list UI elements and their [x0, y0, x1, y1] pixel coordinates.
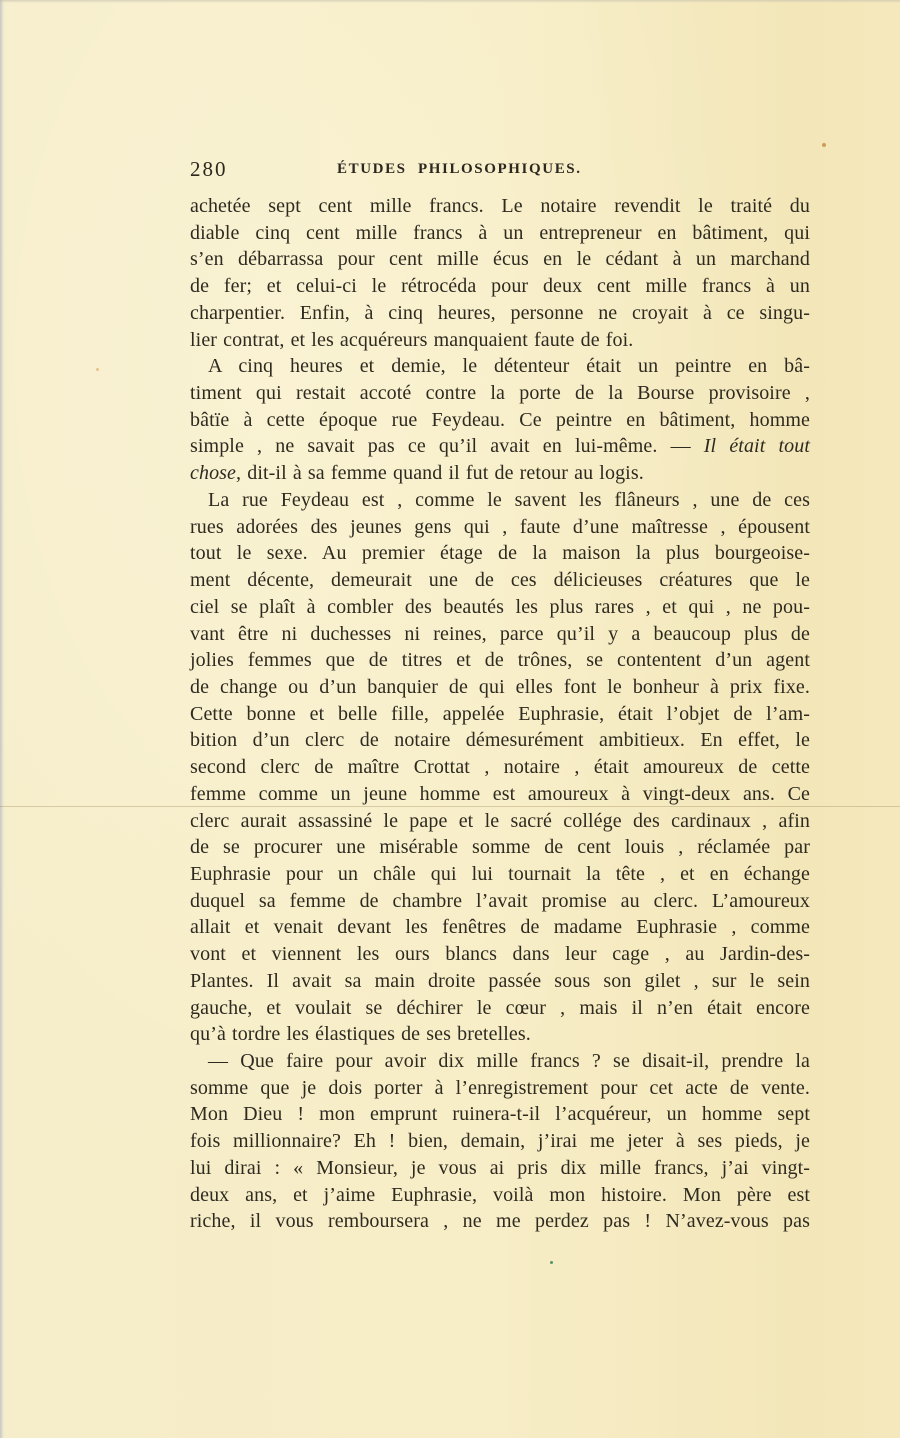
- text-line: [190, 834, 810, 861]
- text-segment: second clerc de maître Crottat , notaire , était amoureux de cette: [190, 756, 810, 779]
- text-segment: diable cinq cent mille francs à un entrepreneur en bâtiment, qui: [190, 221, 810, 244]
- paper-speck: [96, 368, 99, 371]
- text-segment: Euphrasie pour un châle qui lui tournait la tête , et en échange: [190, 862, 810, 885]
- text-line: [190, 433, 810, 460]
- text-line: [190, 1182, 810, 1209]
- text-segment: gauche, et voulait se déchirer le cœur , mais il n’en était encore: [190, 996, 810, 1019]
- text-segment: riche, il vous remboursera , ne me perdez pas ! N’avez-vous pas: [190, 1210, 810, 1233]
- paper-speck: [550, 1261, 553, 1264]
- text-line: [190, 380, 810, 407]
- text-line: [190, 460, 810, 487]
- text-segment: bition d’un clerc de notaire démesurément ambitieux. En effet, le: [190, 729, 810, 752]
- text-line: [190, 1075, 810, 1102]
- page-top-edge: [0, 0, 900, 3]
- text-segment: Cette bonne et belle fille, appelée Euphrasie, était l’objet de l’am-: [190, 702, 810, 725]
- text-segment: timent qui restait accoté contre la porte de la Bourse provisoire ,: [190, 382, 810, 405]
- text-segment: lier contrat, et les acquéreurs manquaient faute de foi.: [190, 328, 634, 351]
- text-line: [190, 727, 810, 754]
- text-segment: — Que faire pour avoir dix mille francs ? se disait-il, prendre la: [208, 1050, 810, 1072]
- text-segment: fois millionnaire? Eh ! bien, demain, j’irai me jeter à ses pieds, je: [190, 1130, 810, 1153]
- text-line: [190, 1101, 810, 1128]
- running-title: ÉTUDES PHILOSOPHIQUES.: [337, 161, 582, 177]
- text-segment: ciel se plaît à combler des beautés les plus rares , et qui , ne pou-: [190, 595, 810, 618]
- text-line: [190, 861, 810, 888]
- text-segment: charpentier. Enfin, à cinq heures, personne ne croyait à ce singu-: [190, 301, 810, 324]
- text-line: [190, 647, 810, 674]
- text-segment: Plantes. Il avait sa main droite passée sous son gilet , sur le sein: [190, 969, 810, 992]
- text-segment: clerc aurait assassiné le pape et le sacré collége des cardinaux , afin: [190, 809, 810, 832]
- italic-text-segment: chose,: [190, 462, 242, 485]
- text-line: [190, 487, 810, 514]
- text-line: [190, 754, 810, 781]
- text-line: [190, 1155, 810, 1182]
- italic-text-segment: Il était tout: [703, 435, 810, 458]
- text-line: [190, 674, 810, 701]
- text-segment: de fer; et celui-ci le rétrocéda pour deux cent mille francs à un: [190, 275, 810, 298]
- text-segment: deux ans, et j’aime Euphrasie, voilà mon histoire. Mon père est: [190, 1183, 810, 1206]
- text-segment: A cinq heures et demie, le détenteur était un peintre en bâ-: [208, 355, 810, 378]
- text-line: [190, 300, 810, 327]
- text-segment: lui dirai : « Monsieur, je vous ai pris dix mille francs, j’ai vingt-: [190, 1156, 810, 1179]
- text-line: [190, 968, 810, 995]
- text-line: [190, 193, 810, 220]
- text-segment: duquel sa femme de chambre l’avait promise au clerc. L’amoureux: [190, 889, 810, 912]
- text-line: [190, 540, 810, 567]
- text-line: [190, 514, 810, 541]
- text-line: [190, 246, 810, 273]
- text-segment: qu’à tordre les élastiques de ses bretelles.: [190, 1023, 531, 1046]
- text-segment: bâtïe à cette époque rue Feydeau. Ce peintre en bâtiment, homme: [190, 408, 810, 431]
- text-segment: La rue Feydeau est , comme le savent les flâneurs , une de ces: [208, 488, 810, 511]
- text-line: [190, 594, 810, 621]
- text-segment: de se procurer une misérable somme de cent louis , réclamée par: [190, 836, 810, 859]
- text-line: [190, 941, 810, 968]
- text-line: [190, 273, 810, 300]
- text-segment: achetée sept cent mille francs. Le notaire revendit le traité du: [190, 195, 810, 217]
- text-line: [190, 327, 810, 354]
- text-segment: vant être ni duchesses ni reines, parce qu’il y a beaucoup plus de: [190, 622, 810, 645]
- page-left-edge: [0, 0, 5, 1438]
- text-segment: jolies femmes que de titres et de trônes, se contentent d’un agent: [190, 649, 810, 672]
- text-segment: tout le sexe. Au premier étage de la maison la plus bourgeoise-: [190, 542, 810, 565]
- text-line: [190, 914, 810, 941]
- text-segment: vont et viennent les ours blancs dans leur cage , au Jardin-des-: [190, 943, 810, 966]
- text-segment: somme que je dois porter à l’enregistrement pour cet acte de vente.: [190, 1076, 810, 1099]
- text-line: [190, 995, 810, 1022]
- paper-speck: [822, 143, 826, 147]
- text-line: [190, 1048, 810, 1075]
- page-number: 280: [190, 157, 228, 181]
- text-line: [190, 1021, 810, 1048]
- text-line: [190, 808, 810, 835]
- text-segment: allait et venait devant les fenêtres de madame Euphrasie , comme: [190, 916, 810, 939]
- text-line: [190, 888, 810, 915]
- text-line: [190, 220, 810, 247]
- text-line: [190, 1208, 810, 1235]
- text-segment: Mon Dieu ! mon emprunt ruinera-t-il l’acquéreur, un homme sept: [190, 1103, 810, 1126]
- text-line: [190, 567, 810, 594]
- text-segment: femme comme un jeune homme est amoureux à vingt-deux ans. Ce: [190, 782, 810, 805]
- text-segment: ment décente, demeurait une de ces délicieuses créatures que le: [190, 569, 810, 592]
- text-line: [190, 621, 810, 648]
- text-line: [190, 407, 810, 434]
- text-segment: dit-il à sa femme quand il fut de retour au logis.: [241, 462, 644, 485]
- text-segment: simple , ne savait pas ce qu’il avait en lui-même. —: [190, 435, 704, 458]
- text-line: [190, 1128, 810, 1155]
- text-line: [190, 353, 810, 380]
- text-segment: de change ou d’un banquier de qui elles font le bonheur à prix fixe.: [190, 675, 810, 698]
- text-line: [190, 781, 810, 808]
- text-segment: s’en débarrassa pour cent mille écus en le cédant à un marchand: [190, 248, 810, 271]
- text-segment: rues adorées des jeunes gens qui , faute d’une maîtresse , épousent: [190, 515, 810, 538]
- text-block: [190, 193, 810, 1235]
- text-line: [190, 701, 810, 728]
